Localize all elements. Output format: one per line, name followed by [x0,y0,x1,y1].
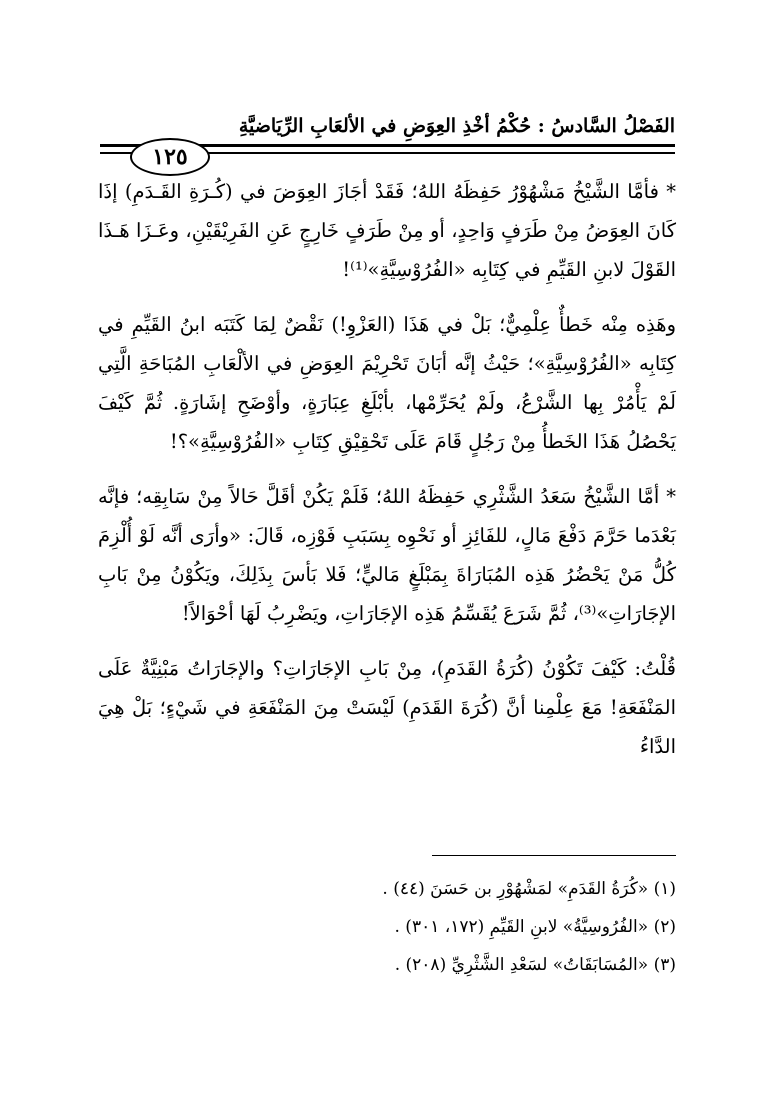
paragraph: * أمَّا الشَّيْخُ سَعَدُ الشَّثْرِي حَفِظَهُ اللهُ؛ فَلَمْ يَكُنْ أقَلَّ حَالاً مِنْ سَابِقِه؛ فإنَّه بَعْدَما حَرَّمَ دَفْعَ مَالٍ، للفَائِزِ أو نَحْوِه بِسَبَبِ فَوْزِه، قَالَ: «وأرَى أنَّه لَوْ أُلْزِمَ كُلُّ مَنْ يَحْضُرُ هَذِه المُبَارَاةَ بِمَبْلَغٍ مَاليٍّ؛ فَلا بَأسَ بِذَلِكَ، ويَكُوْنُ مِنْ بَابِ الإجَارَاتِ»⁽³⁾، ثُمَّ شَرَعَ يُقَسِّمُ هَذِه الإجَارَاتِ، ويَضْرِبُ لَهَا أحْوَالاً! [98,485,676,625]
footnote: (٣) «المُسَابَقَاتُ» لسَعْدِ الشَّثْرِيِّ (٢٠٨) . [394,955,676,975]
body-text [98,172,676,782]
page-number: ١٢٥ [130,138,210,176]
footnote: (١) «كُرَةُ القَدَمِ» لمَشْهُوْرِ بن حَسَنَ (٤٤) . [382,879,676,899]
paragraph: * فأمَّا الشَّيْخُ مَشْهُوْرُ حَفِظَهُ اللهُ؛ فَقَدْ أجَازَ العِوَضَ في (كُـرَةِ القَـدَمِ) إذَا كَانَ العِوَضُ مِنْ طَرَفٍ وَاحِدٍ، أو مِنْ طَرَفٍ خَارِجٍ عَنِ الفَرِيْقَيْنِ، وعَـزَا هَـذَا القَوْلَ لابنِ القَيِّمِ في كِتَابِه «الفُرُوْسِيَّةِ»⁽¹⁾! [98,180,676,281]
paragraph: وهَذِه مِنْه خَطأٌ عِلْمِيٌّ؛ بَلْ في هَذَا (العَزْوِ!) نَقْضٌ لِمَا كَتَبَه ابنُ القَيِّمِ في كِتَابِه «الفُرُوْسِيَّةِ»؛ حَيْثُ إنَّه أبَانَ تَحْرِيْمَ العِوَضِ في الألْعَابِ المُبَاحَةِ الَّتِي لَمْ يَأْمُرْ بِها الشَّرْعُ، ولَمْ يُحَرِّمْها، بأبْلَغِ عِبَارَةٍ، وأوْضَحِ إشَارَةٍ. ثُمَّ كَيْفَ يَحْصُلُ هَذَا الخَطأُ مِنْ رَجُلٍ قَامَ عَلَى تَحْقِيْقِ كِتَابِ «الفُرُوْسِيَّةِ»؟! [98,313,676,453]
paragraph: قُلْتُ: كَيْفَ تَكُوْنُ (كُرَةُ القَدَمِ)، مِنْ بَابِ الإجَارَاتِ؟ والإجَارَاتُ مَبْنِيَّةٌ عَلَى المَنْفَعَةِ! مَعَ عِلْمِنا أنَّ (كُرَةَ القَدَمِ) لَيْسَتْ مِنَ المَنْفَعَةِ في شَيْءٍ؛ بَلْ هِيَ الدَّاءُ [98,657,676,758]
footnotes [98,870,676,984]
footnote-separator [432,855,676,856]
running-header: الفَصْلُ السَّادسُ : حُكْمُ أخْذِ العِوَضِ في الألعَابِ الرِّيَاضيَّةِ [238,115,675,137]
footnote: (٢) «الفُرُوسِيَّةُ» لابنِ القَيِّمِ (١٧٢، ٣٠١) . [394,917,676,937]
